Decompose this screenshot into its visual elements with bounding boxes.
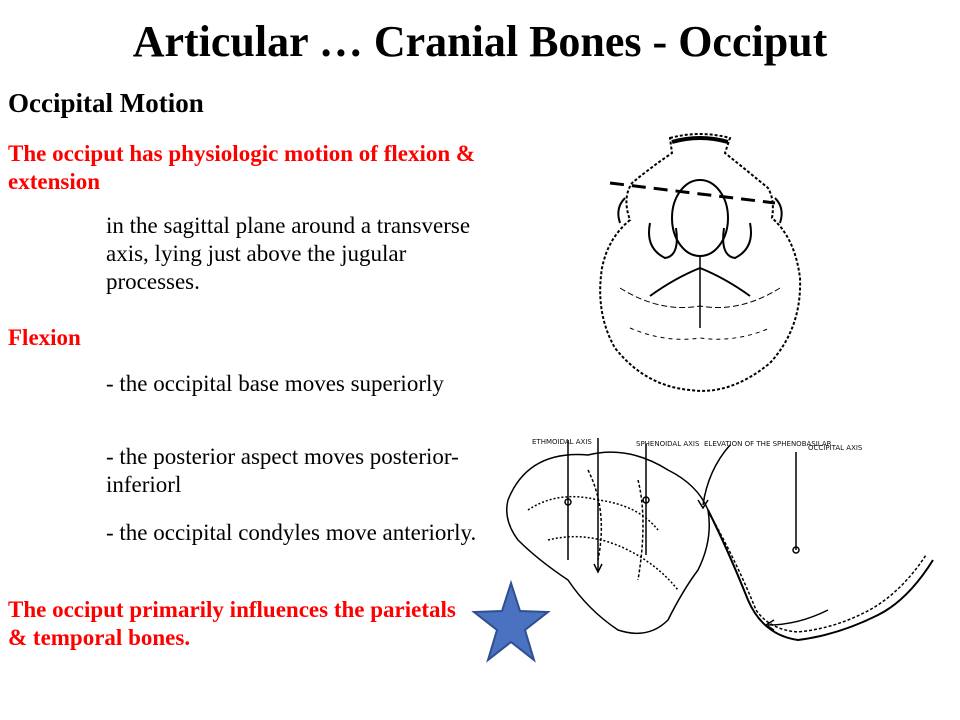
slide-title: Articular … Cranial Bones - Occiput	[132, 17, 828, 66]
sagittal-axes-diagram	[498, 430, 938, 650]
conclusion-statement: The occiput primarily influences the parietals & temporal bones.	[8, 597, 456, 650]
occiput-inferior-illustration	[590, 128, 820, 408]
flexion-point-1: - the occipital base moves superiorly	[106, 371, 444, 396]
intro-statement: The occiput has physiologic motion of flexion & extension	[8, 141, 476, 194]
flexion-heading: Flexion	[8, 325, 81, 350]
elevation-label: ELEVATION OF THE SPHENOBASILAR	[704, 440, 832, 448]
ethmoidal-axis-label: ETHMOIDAL AXIS	[532, 438, 592, 446]
section-heading: Occipital Motion	[8, 88, 204, 118]
sphenoidal-axis-label: SPHENOIDAL AXIS	[636, 440, 700, 448]
flexion-point-3: - the occipital condyles move anteriorly.	[106, 520, 477, 545]
intro-detail: in the sagittal plane around a transverse axis, lying just above the jugular processes.	[106, 213, 471, 294]
occipital-axis-label: OCCIPITAL AXIS	[808, 444, 863, 452]
flexion-point-2: - the posterior aspect moves posterior-inferiorl	[106, 444, 459, 497]
